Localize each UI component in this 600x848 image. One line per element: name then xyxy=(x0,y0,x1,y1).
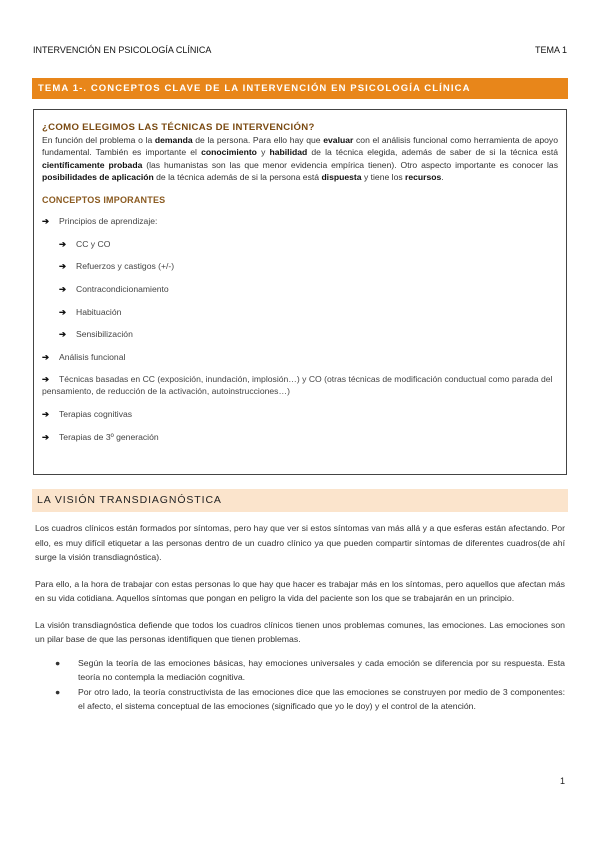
concept-item xyxy=(42,408,558,420)
concept-text: Terapias de 3º generación xyxy=(59,431,159,442)
bullet-icon: ● xyxy=(55,657,61,668)
text-run: de la persona. Para ello hay que xyxy=(192,135,324,145)
concept-text: Sensibilización xyxy=(76,329,133,340)
concept-text: Análisis funcional xyxy=(59,351,126,362)
arrow-icon: ➔ xyxy=(42,431,50,442)
text-run: con el análisis funcional como herramienta de apoyo fundamental. También es importante el xyxy=(42,135,558,158)
topic-title: TEMA 1-. CONCEPTOS CLAVE DE LA INTERVENCIÓN EN PSICOLOGÍA CLÍNICA xyxy=(32,78,568,99)
arrow-icon: ➔ xyxy=(59,238,67,249)
arrow-icon: ➔ xyxy=(59,329,67,340)
concept-text: Principios de aprendizaje: xyxy=(59,216,158,227)
bullet-item xyxy=(35,685,565,714)
arrow-icon: ➔ xyxy=(59,283,67,294)
arrow-icon: ➔ xyxy=(42,216,50,227)
bold-term: dispuesta xyxy=(321,171,362,182)
concept-item xyxy=(42,373,558,397)
concept-item xyxy=(42,283,558,295)
question-heading: ¿COMO ELEGIMOS LAS TÉCNICAS DE INTERVENCIÓN? xyxy=(42,122,315,133)
bold-term: habilidad xyxy=(269,147,308,158)
concept-item xyxy=(42,351,558,363)
bold-term: conocimiento xyxy=(201,147,257,158)
concept-item xyxy=(42,238,558,250)
text-run: . xyxy=(441,171,444,182)
bold-term: demanda xyxy=(154,135,193,145)
text-run: de la técnica elegida, además de saber de si la técnica está xyxy=(307,147,558,158)
arrow-icon: ➔ xyxy=(42,351,50,362)
arrow-icon: ➔ xyxy=(59,261,67,272)
arrow-icon: ➔ xyxy=(42,374,50,385)
concept-item xyxy=(42,328,558,340)
concept-item xyxy=(42,260,558,272)
bullet-text: Según la teoría de las emociones básicas, hay emociones universales y cada emoción se diferencia por su respuesta. Esta teoría no contempla la mediación cognitiva. xyxy=(78,657,565,682)
bullet-text: Por otro lado, la teoría constructivista de las emociones dice que las emociones se construyen por medio de 3 componentes: el afecto, el sistema conceptual de las emociones (significado que yo le doy) y el control de la atención. xyxy=(78,686,565,711)
concepts-list xyxy=(42,215,558,442)
bold-term: científicamente probada xyxy=(42,159,143,170)
section-heading: LA VISIÓN TRANSDIAGNÓSTICA xyxy=(32,489,568,512)
intro-paragraph xyxy=(42,134,558,183)
arrow-icon: ➔ xyxy=(59,306,67,317)
bold-term: posibilidades de aplicación xyxy=(42,171,154,182)
concept-item xyxy=(42,215,558,227)
page-header xyxy=(33,45,567,55)
paragraph: Los cuadros clínicos están formados por síntomas, pero hay que ver si estos síntomas van más allá y a que esferas están afectando. Por ello, es muy difícil etiquetar a las personas dentro de un cuadro clínico ya que pueden compartir síntomas de diferentes cuadros(de ahí surge la visión transdiagnóstica). xyxy=(35,523,565,562)
text-run: de la técnica además de si la persona está xyxy=(153,171,322,182)
bullet-icon: ● xyxy=(55,686,61,697)
text-run: y xyxy=(256,147,270,158)
concept-item xyxy=(42,431,558,443)
concept-text: Contracondicionamiento xyxy=(76,283,169,294)
concept-text: Terapias cognitivas xyxy=(59,408,133,419)
concept-text: Técnicas basadas en CC (exposición, inundación, implosión…) y CO (otras técnicas de modificación conductual como parada del pensamiento, de reducción de la activación, autoinstrucciones…) xyxy=(42,374,553,397)
header-course: INTERVENCIÓN EN PSICOLOGÍA CLÍNICA xyxy=(33,45,212,55)
paragraph: Para ello, a la hora de trabajar con estas personas lo que hay que hacer es trabajar más en los síntomas, pero aquellos que afectan más en su vida cotidiana. Aquellos síntomas que pongan en peligro la vida del paciente son los que se trabajarán en un principio. xyxy=(35,578,565,603)
concept-text: Habituación xyxy=(76,306,122,317)
concept-text: CC y CO xyxy=(76,238,111,249)
bullet-item xyxy=(35,656,565,685)
section-body xyxy=(35,521,565,714)
bold-term: evaluar xyxy=(323,135,354,145)
key-concepts-box xyxy=(33,109,567,475)
text-run: y tiene los xyxy=(361,171,406,182)
concept-item xyxy=(42,306,558,318)
bold-term: recursos xyxy=(405,171,442,182)
concepts-heading: CONCEPTOS IMPORANTES xyxy=(42,195,166,206)
header-topic: TEMA 1 xyxy=(534,45,567,55)
arrow-icon: ➔ xyxy=(42,408,50,419)
paragraph: La visión transdiagnóstica defiende que todos los cuadros clínicos tienen unos problemas comunes, las emociones. Las emociones son un pilar base de que las personas identifiquen que tienen problemas. xyxy=(35,619,565,644)
page-number: 1 xyxy=(559,776,565,786)
text-run: (las humanistas son las que menor evidencia empírica tienen). Otro aspecto importante es conocer las xyxy=(142,159,558,170)
concept-text: Refuerzos y castigos (+/-) xyxy=(76,261,175,272)
text-run: En función del problema o la xyxy=(42,135,155,145)
